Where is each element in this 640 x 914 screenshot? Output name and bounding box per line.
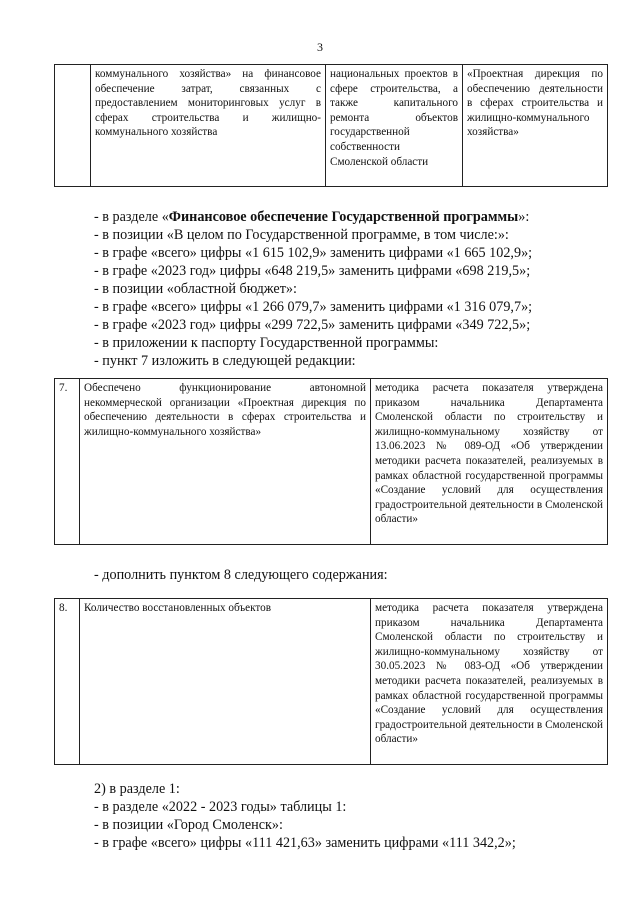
section-prefix: - в разделе «	[94, 209, 169, 225]
indicator-cell: Обеспечено функционирование автономной некоммерческой организации «Проектная дирекция по обеспечению деятельности в сферах строительства и жилищно-коммунального хозяйства»	[80, 379, 371, 545]
instruction-line: - в позиции «областной бюджет»:	[94, 281, 297, 297]
table-row	[55, 65, 608, 187]
section-finance-heading	[94, 208, 529, 226]
instruction-line: - в графе «всего» цифры «1 266 079,7» заменить цифрами «1 316 079,7»;	[94, 299, 533, 315]
instruction-line: - дополнить пунктом 8 следующего содержания:	[94, 567, 388, 583]
methodology-cell: методика расчета показателя утверждена приказом начальника Департамента Смоленской области по строительству и жилищно-коммунальному хозяйству от 13.06.2023 № 089-ОД «Об утверждении методики расчета показателей, реализуемых в рамках областной государственной программы «Создание условий для осуществления градостроительной деятельности в Смоленской области»	[371, 379, 608, 545]
instruction-line: - в приложении к паспорту Государственной программы:	[94, 335, 439, 351]
indicator-cell: коммунального хозяйства» на финансовое обеспечение затрат, связанных с предоставлением мониторинговых услуг в сферах строительства и жилищно-коммунального хозяйства	[91, 65, 326, 187]
table-row	[55, 379, 608, 545]
row-number-cell: 7.	[55, 379, 80, 545]
instruction-line: - в графе «всего» цифры «111 421,63» заменить цифрами «111 342,2»;	[94, 835, 516, 851]
table-row	[55, 599, 608, 765]
organization-cell: «Проектная дирекция по обеспечению деятельности в сферах строительства и жилищно-коммунального хозяйства»	[463, 65, 608, 187]
instruction-line: - в графе «всего» цифры «1 615 102,9» заменить цифрами «1 665 102,9»;	[94, 245, 533, 261]
indicator-cell: Количество восстановленных объектов	[80, 599, 371, 765]
instruction-line: - в позиции «Город Смоленск»:	[94, 817, 283, 833]
page-number: 3	[317, 40, 323, 54]
table-item-8	[54, 598, 608, 765]
section-title: Финансовое обеспечение Государственной программы	[168, 209, 519, 225]
table-item-7	[54, 378, 608, 545]
instruction-line: - в разделе «2022 - 2023 годы» таблицы 1:	[94, 799, 347, 815]
subsection-heading: 2) в разделе 1:	[94, 781, 180, 797]
description-cell: национальных проектов в сфере строительства, а также капитального ремонта объектов государственной собственности Смоленской области	[326, 65, 463, 187]
instruction-line: - пункт 7 изложить в следующей редакции:	[94, 353, 356, 369]
instruction-line: - в графе «2023 год» цифры «648 219,5» заменить цифрами «698 219,5»;	[94, 263, 531, 279]
methodology-cell: методика расчета показателя утверждена приказом начальника Департамента Смоленской области по строительству и жилищно-коммунальному хозяйству от 30.05.2023 № 083-ОД «Об утверждении методики расчета показателей, реализуемых в рамках областной государственной программы «Создание условий для осуществления градостроительной деятельности в Смоленской области»	[371, 599, 608, 765]
table-continuation	[54, 64, 608, 187]
row-number-cell	[55, 65, 91, 187]
instruction-line: - в графе «2023 год» цифры «299 722,5» заменить цифрами «349 722,5»;	[94, 317, 531, 333]
instruction-line: - в позиции «В целом по Государственной программе, в том числе:»:	[94, 227, 509, 243]
section-suffix: »:	[518, 209, 530, 225]
row-number-cell: 8.	[55, 599, 80, 765]
